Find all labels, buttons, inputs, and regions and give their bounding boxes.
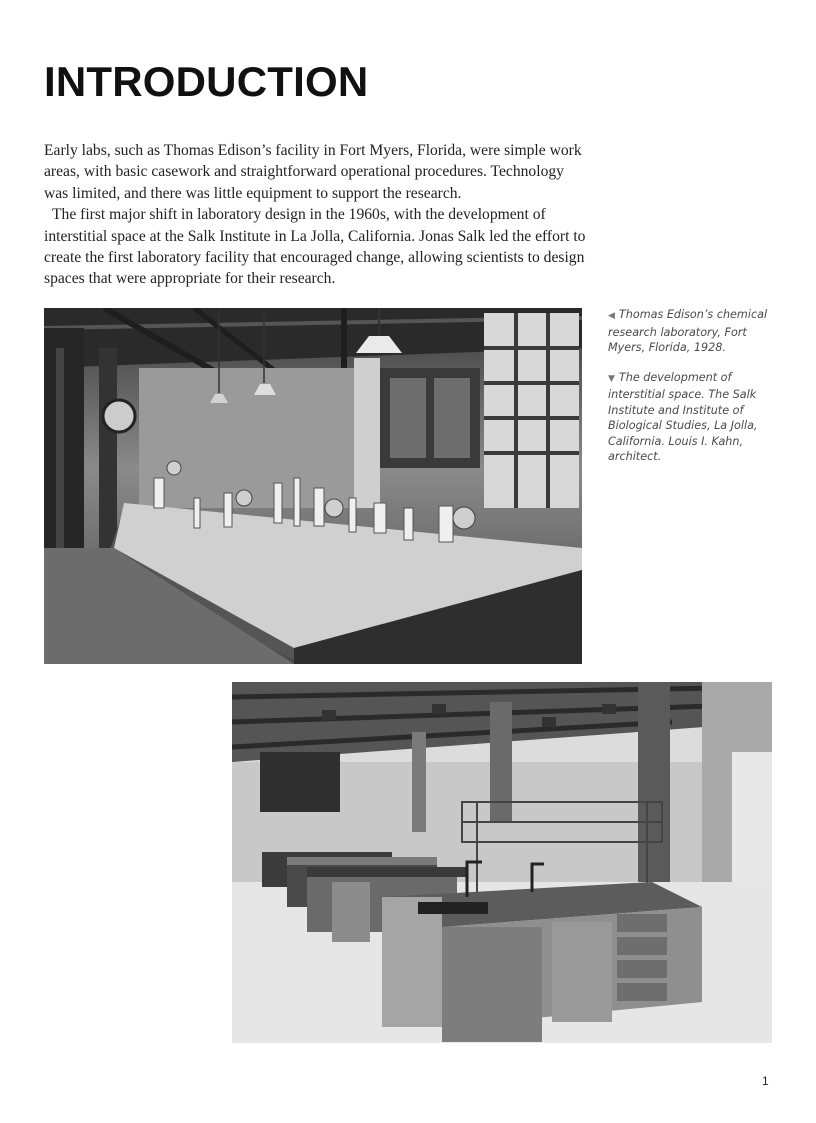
down-arrow-icon: ▼ [608,373,615,384]
page-title: INTRODUCTION [44,58,369,105]
photo-captions [608,307,778,479]
paragraph-2: The first major shift in laboratory design in the 1960s, with the development of interstitial space at the Salk Institute in La Jolla, California. Jonas Salk led the effort to create the first laboratory facility that encouraged change, allowing scientists to design spaces that were appropriate for their research. [44,206,586,288]
body-text [44,140,586,290]
paragraph-1: Early labs, such as Thomas Edison’s facility in Fort Myers, Florida, were simple work areas, with basic casework and straightforward operational procedures. Technology was limited, and there was little equipment to support the research. [44,142,582,202]
salk-institute-photo [232,682,772,1043]
caption-salk: ▼ The development of interstitial space. The Salk Institute and Institute of Biological Studies, La Jolla, California. Louis I. Kahn, architect. [608,370,758,463]
edison-laboratory-photo [44,308,582,664]
left-arrow-icon: ◀ [608,311,615,321]
caption-edison: ◀ Thomas Edison’s chemical research laboratory, Fort Myers, Florida, 1928. [608,308,768,354]
page-number: 1 [762,1074,769,1088]
